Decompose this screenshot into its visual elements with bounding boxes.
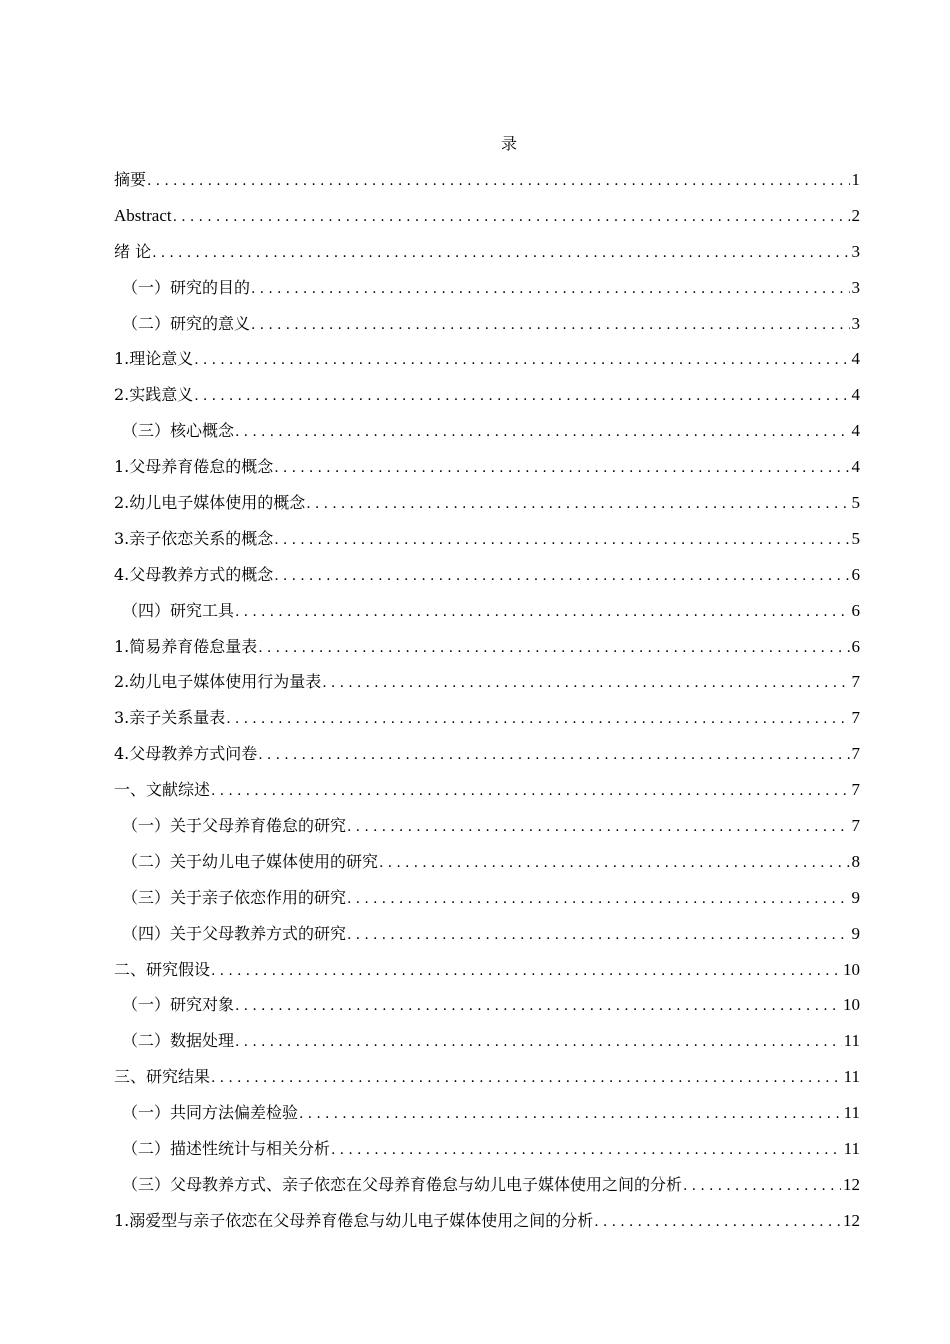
toc-dot-leader (258, 637, 849, 659)
toc-dot-leader (194, 385, 849, 407)
toc-dot-leader (235, 601, 849, 623)
toc-dot-leader (683, 1175, 841, 1197)
toc-entry[interactable] (114, 169, 860, 205)
toc-dot-leader (347, 816, 849, 838)
toc-entry-page-number: 12 (843, 1210, 860, 1230)
toc-entry-page-number: 9 (851, 887, 860, 907)
toc-dot-leader (274, 565, 849, 587)
toc-dot-leader (226, 708, 849, 730)
toc-entry[interactable] (114, 456, 860, 492)
toc-entry[interactable] (114, 205, 860, 241)
toc-dot-leader (211, 1067, 842, 1089)
toc-entry-label: （一）研究的目的 (122, 277, 251, 297)
toc-dot-leader (299, 1103, 842, 1125)
toc-entry-label: （二）研究的意义 (122, 313, 251, 333)
toc-entry-label: 三、研究结果 (114, 1067, 211, 1087)
toc-dot-leader (211, 780, 849, 802)
toc-entry-page-number: 7 (851, 816, 860, 836)
toc-entry-label: （一）研究对象 (122, 995, 235, 1015)
toc-entry-label: （二）关于幼儿电子媒体使用的研究 (122, 851, 379, 871)
toc-dot-leader (274, 457, 849, 479)
toc-entry-label: （三）父母教养方式、亲子依恋在父母养育倦怠与幼儿电子媒体使用之间的分析 (122, 1174, 683, 1194)
toc-dot-leader (347, 924, 849, 946)
toc-entry[interactable] (114, 313, 860, 349)
toc-entry-label: （二）数据处理 (122, 1031, 235, 1051)
toc-entry[interactable] (114, 1138, 860, 1174)
toc-entry-page-number: 10 (843, 995, 860, 1015)
toc-entry[interactable] (114, 528, 860, 564)
toc-entry-page-number: 7 (851, 744, 860, 764)
toc-entry[interactable] (114, 277, 860, 313)
toc-entry[interactable] (114, 1066, 860, 1102)
toc-entry-label: 1.简易养育倦怠量表 (114, 636, 258, 656)
toc-entry-label: 二、研究假设 (114, 959, 211, 979)
toc-entry-page-number: 3 (851, 277, 860, 297)
toc-entry-page-number: 11 (843, 1139, 860, 1159)
toc-entry-page-number: 8 (851, 851, 860, 871)
toc-entry-page-number: 4 (851, 349, 860, 369)
toc-dot-leader (147, 170, 849, 192)
toc-entry[interactable] (114, 1102, 860, 1138)
toc-entry-label: Abstract (114, 205, 172, 225)
toc-dot-leader (211, 960, 841, 982)
toc-entry[interactable] (114, 420, 860, 456)
toc-dot-leader (306, 493, 849, 515)
toc-entry-page-number: 1 (851, 170, 860, 189)
toc-entry[interactable] (114, 923, 860, 959)
toc-entry-page-number: 7 (851, 672, 860, 692)
toc-entry-page-number: 5 (851, 528, 860, 548)
toc-entry-label: （四）研究工具 (122, 600, 235, 620)
toc-entry-label: （三）核心概念 (122, 421, 235, 441)
toc-entry-label: 3.亲子关系量表 (114, 708, 226, 728)
toc-entry-page-number: 11 (843, 1067, 860, 1087)
toc-entry-label: 4.父母教养方式的概念 (114, 564, 274, 584)
toc-entry-label: 一、文献综述 (114, 780, 211, 800)
toc-entry[interactable] (114, 671, 860, 707)
toc-entry-label: 1.溺爱型与亲子依恋在父母养育倦怠与幼儿电子媒体使用之间的分析 (114, 1210, 594, 1230)
toc-dot-leader (235, 1031, 842, 1053)
toc-entry-page-number: 6 (851, 600, 860, 620)
toc-entry-label: 2.幼儿电子媒体使用的概念 (114, 493, 306, 513)
toc-entry[interactable] (114, 887, 860, 923)
toc-entry[interactable] (114, 1030, 860, 1066)
toc-entry-label: （二）描述性统计与相关分析 (122, 1139, 331, 1159)
toc-entry[interactable] (114, 851, 860, 887)
toc-dot-leader (322, 672, 849, 694)
toc-entry-label: 2.幼儿电子媒体使用行为量表 (114, 672, 322, 692)
toc-entry-label: 绪 论 (114, 241, 152, 261)
toc-entry[interactable] (114, 348, 860, 384)
toc-entry-page-number: 10 (843, 959, 860, 979)
toc-entry-page-number: 4 (851, 385, 860, 405)
toc-entry-page-number: 9 (851, 923, 860, 943)
toc-entry-page-number: 4 (851, 457, 860, 477)
toc-entry-label: （一）共同方法偏差检验 (122, 1103, 299, 1123)
toc-entry-label: 1.理论意义 (114, 349, 194, 369)
toc-entry-page-number: 11 (843, 1031, 860, 1051)
toc-entry-label: 摘要 (114, 170, 147, 189)
toc-entry-page-number: 4 (851, 421, 860, 441)
toc-entry-page-number: 12 (843, 1174, 860, 1194)
toc-dot-leader (251, 278, 849, 300)
toc-entry[interactable] (114, 1174, 860, 1210)
toc-dot-leader (258, 744, 849, 766)
toc-dot-leader (379, 852, 849, 874)
toc-entry[interactable] (114, 707, 860, 743)
toc-entry-label: 3.亲子依恋关系的概念 (114, 528, 274, 548)
toc-dot-leader (235, 421, 849, 443)
toc-entry-page-number: 6 (851, 564, 860, 584)
toc-entry-label: （四）关于父母教养方式的研究 (122, 923, 347, 943)
toc-entry-page-number: 2 (851, 205, 860, 225)
toc-entry[interactable] (114, 815, 860, 851)
toc-entry-label: 4.父母教养方式问卷 (114, 744, 258, 764)
toc-dot-leader (347, 888, 849, 910)
toc-dot-leader (251, 314, 849, 336)
toc-entry[interactable] (114, 994, 860, 1030)
toc-entry[interactable] (114, 636, 860, 672)
toc-title: 录 (500, 134, 517, 153)
toc-dot-leader (594, 1211, 841, 1233)
toc-entry[interactable] (114, 959, 860, 995)
toc-dot-leader (274, 529, 849, 551)
toc-entry[interactable] (114, 743, 860, 779)
toc-entry-page-number: 7 (851, 780, 860, 800)
toc-entry-page-number: 3 (851, 241, 860, 261)
toc-entry-page-number: 3 (851, 313, 860, 333)
toc-dot-leader (331, 1139, 842, 1161)
toc-entry-page-number: 5 (851, 493, 860, 513)
table-of-contents (114, 169, 860, 1246)
toc-entry[interactable] (114, 492, 860, 528)
toc-dot-leader (235, 995, 841, 1017)
toc-entry-label: （三）关于亲子依恋作用的研究 (122, 887, 347, 907)
toc-entry-page-number: 11 (843, 1103, 860, 1123)
toc-entry[interactable] (114, 564, 860, 600)
toc-entry-label: 1.父母养育倦怠的概念 (114, 457, 274, 477)
toc-entry-page-number: 6 (851, 636, 860, 656)
toc-dot-leader (152, 242, 849, 264)
toc-dot-leader (173, 206, 850, 228)
toc-entry[interactable] (114, 1210, 860, 1246)
toc-entry[interactable] (114, 241, 860, 277)
toc-entry-label: 2.实践意义 (114, 385, 194, 405)
toc-entry[interactable] (114, 600, 860, 636)
toc-entry-page-number: 7 (851, 708, 860, 728)
toc-entry[interactable] (114, 384, 860, 420)
toc-dot-leader (194, 349, 849, 371)
toc-entry[interactable] (114, 779, 860, 815)
toc-entry-label: （一）关于父母养育倦怠的研究 (122, 816, 347, 836)
